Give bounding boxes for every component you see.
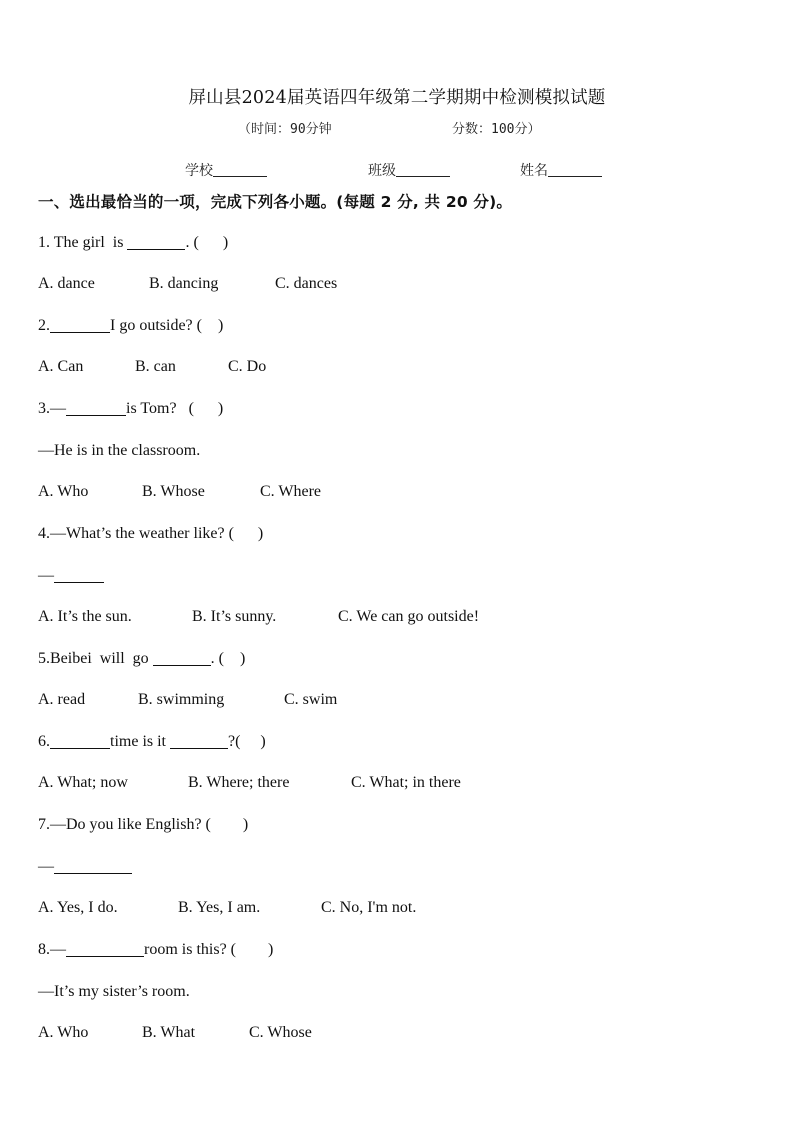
question-text: 3.— <box>38 400 66 417</box>
time-label: （时间：90分钟 <box>238 122 332 137</box>
question-4: 4.—What’s the weather like? ( ) <box>38 525 264 542</box>
class-blank[interactable] <box>396 162 450 177</box>
question-text: ?( ) <box>228 733 266 750</box>
question-text: . ( ) <box>185 234 229 251</box>
answer-blank[interactable] <box>153 650 211 666</box>
option-c[interactable]: C. Do <box>228 358 267 375</box>
question-8 <box>38 941 273 959</box>
exam-title: 屏山县2024届英语四年级第二学期期中检测模拟试题 <box>188 88 606 108</box>
option-c[interactable]: C. Where <box>260 483 322 500</box>
option-b[interactable]: B. It’s sunny. <box>192 608 277 625</box>
dash: — <box>38 567 54 584</box>
option-b[interactable]: B. Whose <box>142 483 205 500</box>
question-6 <box>38 733 266 751</box>
answer-blank[interactable] <box>50 317 110 333</box>
option-a[interactable]: A. Yes, I do. <box>38 899 118 916</box>
option-b[interactable]: B. swimming <box>138 691 225 708</box>
option-a[interactable]: A. dance <box>38 275 95 292</box>
answer-line: —It’s my sister’s room. <box>38 983 190 1000</box>
school-label: 学校 <box>185 163 213 179</box>
option-b[interactable]: B. Where; there <box>188 774 290 791</box>
question-text: time is it <box>110 733 170 750</box>
option-c[interactable]: C. No, I'm not. <box>321 899 417 916</box>
question-text: 2. <box>38 317 50 334</box>
answer-line: —He is in the classroom. <box>38 442 201 459</box>
option-b[interactable]: B. can <box>135 358 176 375</box>
option-c[interactable]: C. We can go outside! <box>338 608 480 625</box>
option-a[interactable]: A. read <box>38 691 86 708</box>
answer-blank[interactable] <box>66 400 126 416</box>
answer-line <box>38 567 104 585</box>
question-2 <box>38 317 223 335</box>
question-text: is Tom? ( ) <box>126 400 224 417</box>
name-blank[interactable] <box>548 162 602 177</box>
question-text: 6. <box>38 733 50 750</box>
school-blank[interactable] <box>213 162 267 177</box>
option-c[interactable]: C. dances <box>275 275 338 292</box>
option-a[interactable]: A. Can <box>38 358 84 375</box>
option-a[interactable]: A. It’s the sun. <box>38 608 132 625</box>
question-3 <box>38 400 223 418</box>
option-c[interactable]: C. swim <box>284 691 338 708</box>
answer-blank[interactable] <box>170 733 228 749</box>
dash: — <box>38 858 54 875</box>
name-field <box>520 160 602 180</box>
answer-blank[interactable] <box>66 941 144 957</box>
class-field <box>368 160 450 180</box>
score-label: 分数：100分） <box>452 122 541 137</box>
answer-blank[interactable] <box>54 567 104 583</box>
answer-blank[interactable] <box>127 234 185 250</box>
option-a[interactable]: A. Who <box>38 1024 89 1041</box>
option-a[interactable]: A. What; now <box>38 774 128 791</box>
question-text: 8.— <box>38 941 66 958</box>
question-text: . ( ) <box>210 650 246 667</box>
question-text: 1. The girl is <box>38 234 128 251</box>
class-label: 班级 <box>368 163 396 179</box>
option-c[interactable]: C. What; in there <box>351 774 461 791</box>
option-a[interactable]: A. Who <box>38 483 89 500</box>
name-label: 姓名 <box>520 163 548 179</box>
option-b[interactable]: B. dancing <box>149 275 219 292</box>
answer-blank[interactable] <box>54 858 132 874</box>
answer-blank[interactable] <box>50 733 110 749</box>
school-field <box>185 160 267 180</box>
answer-line <box>38 858 132 876</box>
question-text: 5.Beibei will go <box>38 650 153 667</box>
question-7: 7.—Do you like English? ( ) <box>38 816 249 833</box>
question-1 <box>38 234 228 252</box>
section-heading: 一、选出最恰当的一项，完成下列各小题。(每题 2 分, 共 20 分)。 <box>38 193 513 211</box>
option-c[interactable]: C. Whose <box>249 1024 312 1041</box>
question-5 <box>38 650 245 668</box>
question-text: room is this? ( ) <box>144 941 274 958</box>
option-b[interactable]: B. Yes, I am. <box>178 899 261 916</box>
question-text: I go outside? ( ) <box>110 317 224 334</box>
option-b[interactable]: B. What <box>142 1024 196 1041</box>
